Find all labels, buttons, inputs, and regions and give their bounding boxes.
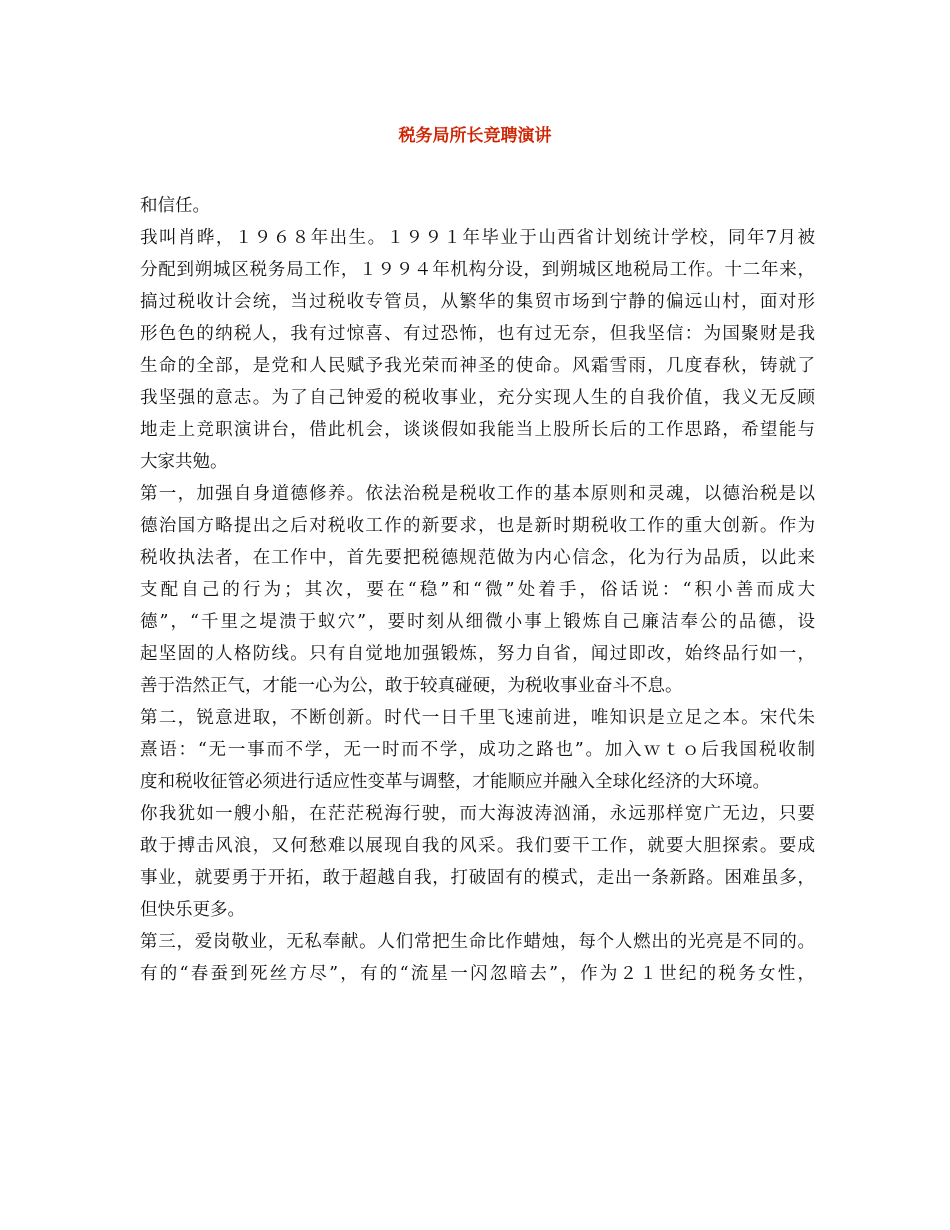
body-line: 度和税收征管必须进行适应性变革与调整，才能顺应并融入全球化经济的大环境。 — [140, 772, 770, 792]
body-line: 有的“春蚕到死丝方尽”，有的“流星一闪忽暗去”，作为２１世纪的税务女性， — [140, 964, 815, 984]
body-line: 支配自己的行为；其次，要在“稳”和“微”处着手，俗话说：“积小善而成大 — [140, 580, 815, 600]
body-line: 你我犹如一艘小船，在茫茫税海行驶，而大海波涛汹涌，永远那样宽广无边，只要 — [140, 804, 815, 824]
body-line: 德”，“千里之堤溃于蚁穴”，要时刻从细微小事上锻炼自己廉洁奉公的品德，设 — [140, 612, 815, 632]
body-line: 第三，爱岗敬业，无私奉献。人们常把生命比作蜡烛，每个人燃出的光亮是不同的。 — [140, 932, 815, 952]
body-line: 第二，锐意进取，不断创新。时代一日千里飞速前进，唯知识是立足之本。宋代朱 — [140, 708, 815, 728]
body-line: 和信任。 — [140, 196, 210, 216]
document-body — [140, 190, 815, 990]
body-line: 地走上竞职演讲台，借此机会，谈谈假如我能当上股所长后的工作思路，希望能与 — [140, 420, 815, 440]
document-title: 税务局所长竞聘演讲 — [398, 126, 552, 146]
body-line: 大家共勉。 — [140, 452, 228, 472]
body-line: 形色色的纳税人，我有过惊喜、有过恐怖，也有过无奈，但我坚信：为国聚财是我 — [140, 324, 815, 344]
body-line: 我坚强的意志。为了自己钟爱的税收事业，充分实现人生的自我价值，我义无反顾 — [140, 388, 815, 408]
body-line: 第一，加强自身道德修养。依法治税是税收工作的基本原则和灵魂，以德治税是以 — [140, 484, 815, 504]
body-line: 德治国方略提出之后对税收工作的新要求，也是新时期税收工作的重大创新。作为 — [140, 516, 815, 536]
body-line: 生命的全部，是党和人民赋予我光荣而神圣的使命。风霜雪雨，几度春秋，铸就了 — [140, 356, 815, 376]
body-line: 熹语：“无一事而不学，无一时而不学，成功之路也”。加入ｗｔｏ后我国税收制 — [140, 740, 815, 760]
body-line: 事业，就要勇于开拓，敢于超越自我，打破固有的模式，走出一条新路。困难虽多， — [140, 868, 815, 888]
body-line: 我叫肖晔，１９６８年出生。１９９１年毕业于山西省计划统计学校，同年7月被 — [140, 228, 815, 248]
body-line: 分配到朔城区税务局工作，１９９４年机构分设，到朔城区地税局工作。十二年来， — [140, 260, 815, 280]
body-line: 税收执法者，在工作中，首先要把税德规范做为内心信念，化为行为品质，以此来 — [140, 548, 815, 568]
body-line: 敢于搏击风浪，又何愁难以展现自我的风采。我们要干工作，就要大胆探索。要成 — [140, 836, 815, 856]
body-line: 但快乐更多。 — [140, 900, 245, 920]
body-line: 起坚固的人格防线。只有自觉地加强锻炼，努力自省，闻过即改，始终品行如一， — [140, 644, 815, 664]
body-line: 搞过税收计会统，当过税收专管员，从繁华的集贸市场到宁静的偏远山村，面对形 — [140, 292, 815, 312]
body-line: 善于浩然正气，才能一心为公，敢于较真碰硬，为税收事业奋斗不息。 — [140, 676, 683, 696]
